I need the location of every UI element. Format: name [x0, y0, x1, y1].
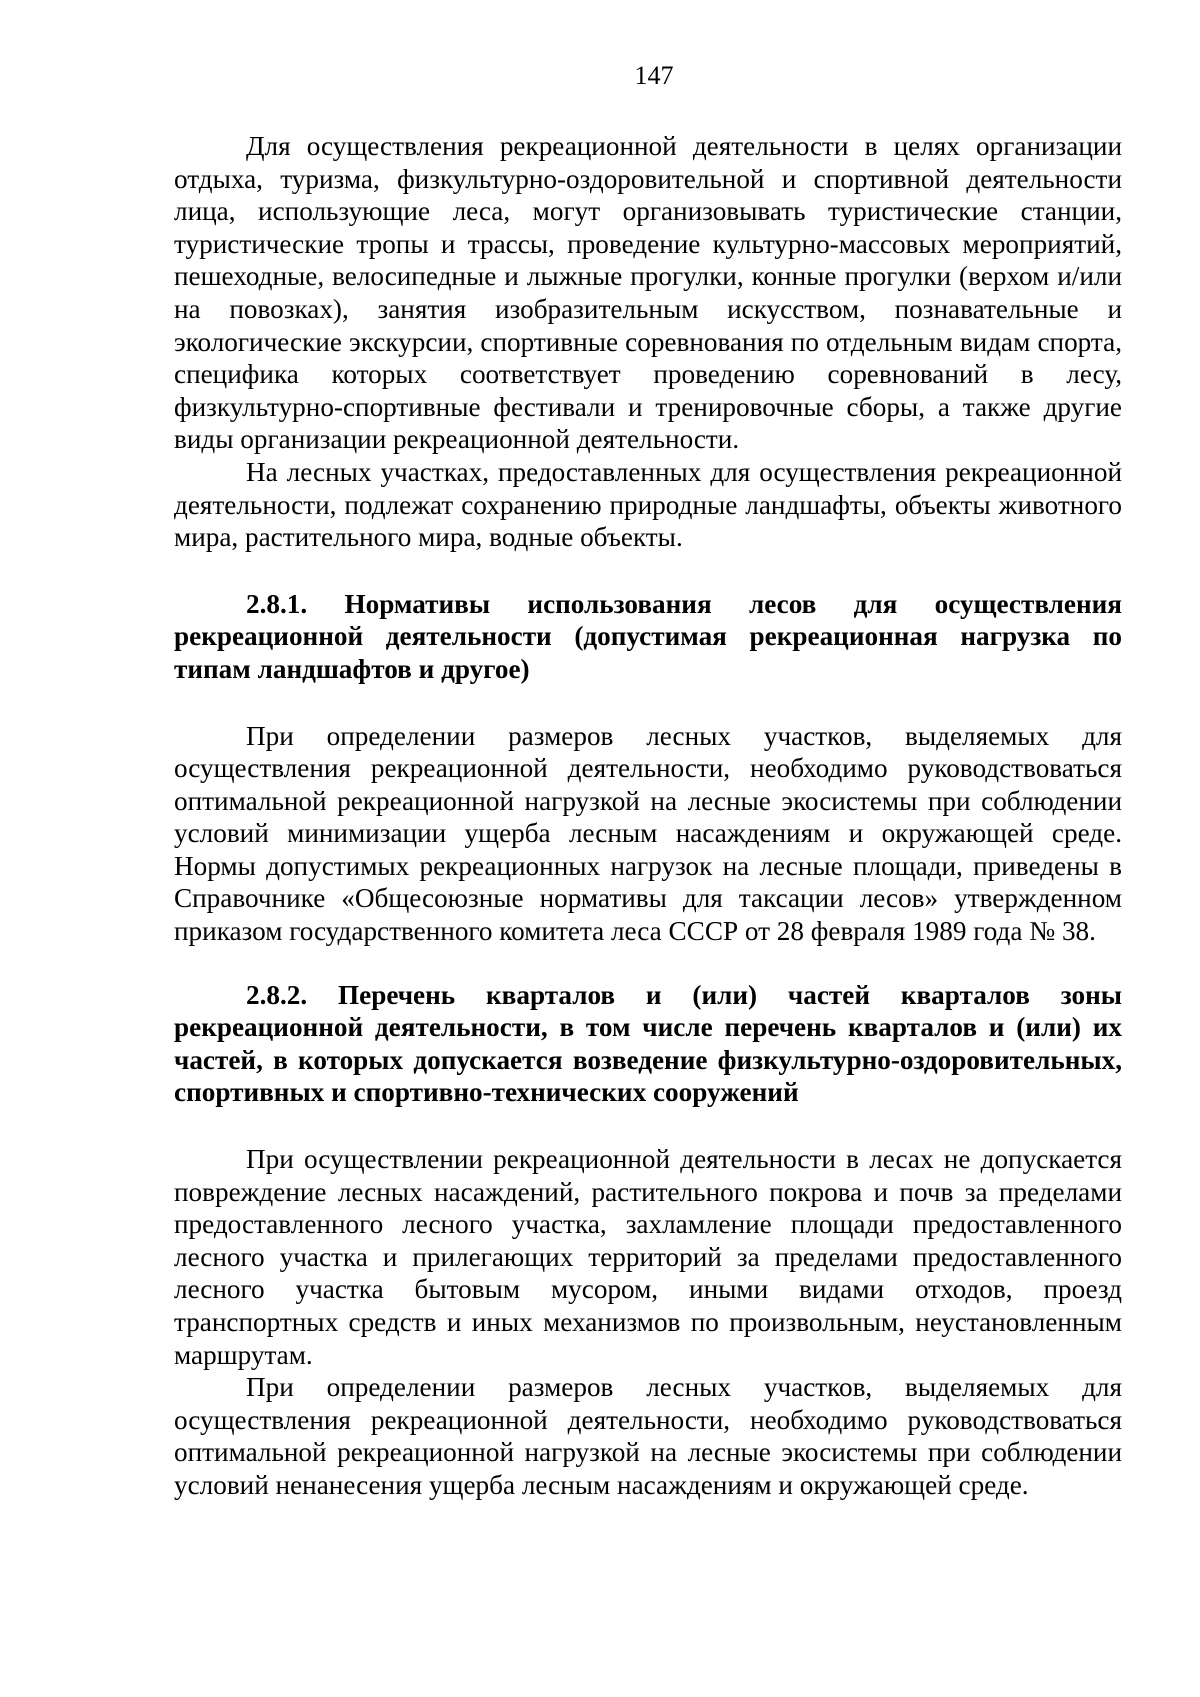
page-number: 147: [634, 61, 674, 90]
section-heading-2-8-1: 2.8.1. Нормативы использования лесов для осуществления рекреационной деятельности (допустимая рекреационная нагрузка по типам ландшафтов и другое): [174, 588, 1122, 684]
paragraph-recreation-activities: Для осуществления рекреационной деятельности в целях организации отдыха, туризма, физкультурно-оздоровительной и спортивной деятельности лица, использующие леса, могут организовывать туристические станции, туристические тропы и трассы, проведение культурно-массовых мероприятий, пешеходные, велосипедные и лыжные прогулки, конные прогулки (верхом и/или на повозках), занятия изобразительным искусством, познавательные и экологические экскурсии, спортивные соревнования по отдельным видам спорта, специфика которых соответствует проведению соревнований в лесу, физкультурно-спортивные фестивали и тренировочные сборы, а также другие виды организации рекреационной деятельности.: [174, 131, 1122, 455]
paragraph-landscape-preservation: На лесных участках, предоставленных для осуществления рекреационной деятельности, подлежат сохранению природные ландшафты, объекты животного мира, растительного мира, водные объекты.: [174, 456, 1122, 553]
paragraph-damage-prohibitions: При осуществлении рекреационной деятельности в лесах не допускается повреждение лесных насаждений, растительного покрова и почв за пределами предоставленного лесного участка, захламление площади предоставленного лесного участка и прилегающих территорий за пределами предоставленного лесного участка бытовым мусором, иными видами отходов, проезд транспортных средств и иных механизмов по произвольным, неустановленным маршрутам.: [174, 1144, 1122, 1370]
document-page: [174, 60, 1122, 1502]
section-heading-2-8-2: 2.8.2. Перечень кварталов и (или) частей кварталов зоны рекреационной деятельности, в том числе перечень кварталов и (или) их частей, в которых допускается возведение физкультурно-оздоровительных, спортивных и спортивно-технических сооружений: [174, 979, 1122, 1108]
paragraph-plot-size-determination: При определении размеров лесных участков, выделяемых для осуществления рекреационной деятельности, необходимо руководствоваться оптимальной рекреационной нагрузкой на лесные экосистемы при соблюдении условий ненанесения ущерба лесным насаждениям и окружающей среде.: [174, 1372, 1122, 1500]
paragraph-recreation-load-norms: При определении размеров лесных участков, выделяемых для осуществления рекреационной деятельности, необходимо руководствоваться оптимальной рекреационной нагрузкой на лесные экосистемы при соблюдении условий минимизации ущерба лесным насаждениям и окружающей среде. Нормы допустимых рекреационных нагрузок на лесные площади, приведены в Справочнике «Общесоюзные нормативы для таксации лесов» утвержденном приказом государственного комитета леса СССР от 28 февраля 1989 года № 38.: [174, 720, 1122, 947]
